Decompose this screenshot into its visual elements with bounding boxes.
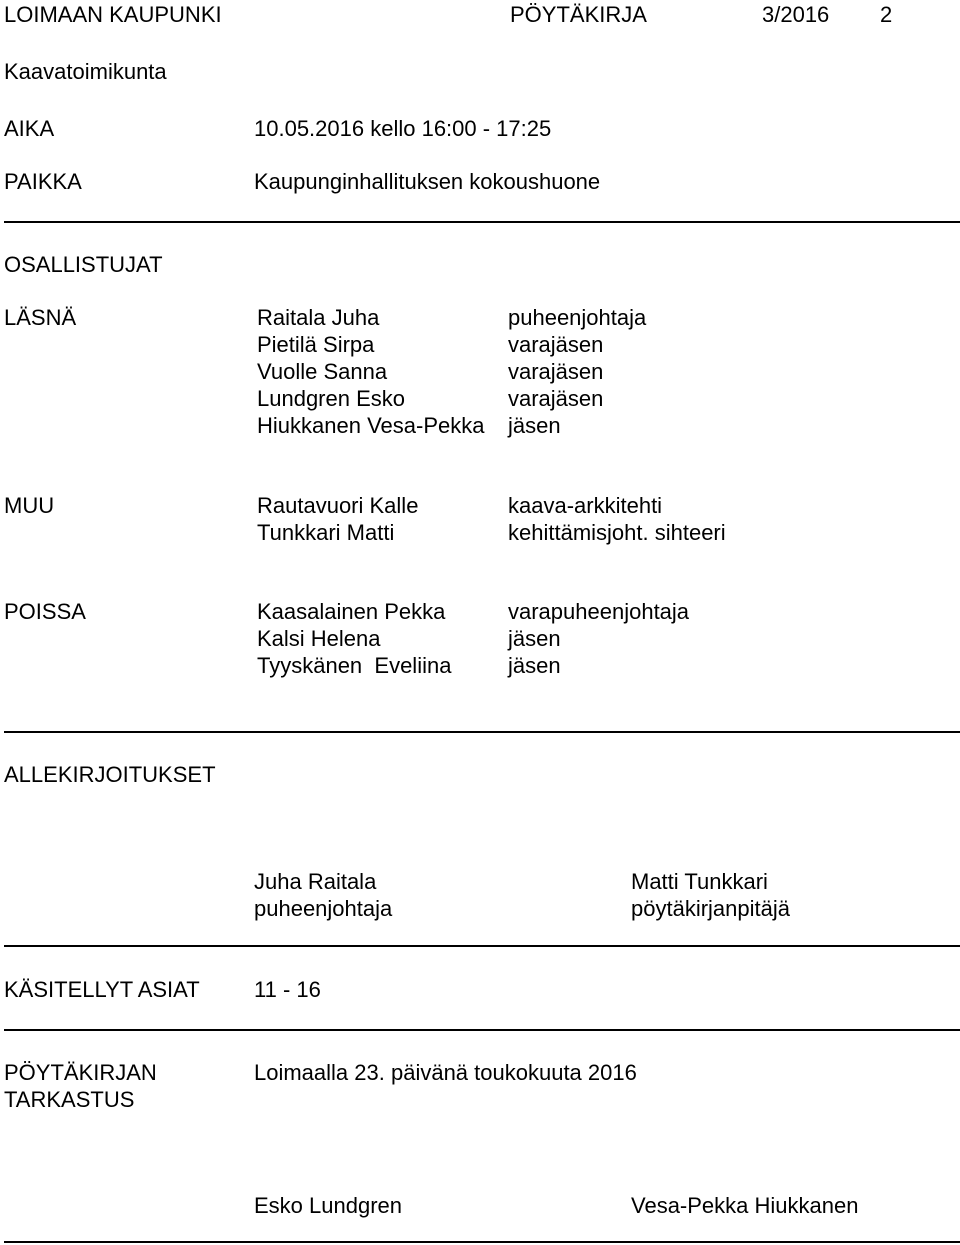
absent-name: Kaasalainen Pekka [257,599,446,624]
signer-name: Matti Tunkkari [631,869,768,894]
participant-role: puheenjohtaja [508,305,647,330]
participant-name: Pietilä Sirpa [257,332,375,357]
divider [4,221,960,223]
participant-role: jäsen [508,413,561,438]
review-label: TARKASTUS [4,1087,135,1112]
absent-label: POISSA [4,599,86,624]
divider [4,1029,960,1031]
place-label: PAIKKA [4,169,82,194]
other-name: Tunkkari Matti [257,520,395,545]
participant-name: Lundgren Esko [257,386,405,411]
page-number: 2 [880,2,893,27]
review-label: PÖYTÄKIRJAN [4,1060,157,1085]
place-value: Kaupunginhallituksen kokoushuone [254,169,601,194]
absent-name: Kalsi Helena [257,626,381,651]
time-label: AIKA [4,116,55,141]
present-label: LÄSNÄ [4,305,77,330]
document-type: PÖYTÄKIRJA [510,2,647,27]
signer-role: puheenjohtaja [254,896,393,921]
participant-name: Hiukkanen Vesa-Pekka [257,413,485,438]
absent-name: Tyyskänen Eveliina [257,653,452,678]
divider [4,731,960,733]
time-value: 10.05.2016 kello 16:00 - 17:25 [254,116,552,141]
signer-name: Juha Raitala [254,869,377,894]
reviewer-name: Vesa-Pekka Hiukkanen [631,1193,859,1218]
signatures-heading: ALLEKIRJOITUKSET [4,762,216,787]
committee-name: Kaavatoimikunta [4,59,167,84]
absent-role: jäsen [508,626,561,651]
items-value: 11 - 16 [254,977,321,1002]
participant-name: Vuolle Sanna [257,359,388,384]
divider [4,1241,960,1243]
review-date: Loimaalla 23. päivänä toukokuuta 2016 [254,1060,637,1085]
divider [4,945,960,947]
participant-name: Raitala Juha [257,305,380,330]
other-role: kaava-arkkitehti [508,493,663,518]
other-label: MUU [4,493,55,518]
signer-role: pöytäkirjanpitäjä [631,896,790,921]
other-name: Rautavuori Kalle [257,493,419,518]
participant-role: varajäsen [508,386,604,411]
participant-role: varajäsen [508,332,604,357]
absent-role: varapuheenjohtaja [508,599,690,624]
other-role: kehittämisjoht. sihteeri [508,520,726,545]
organization-name: LOIMAAN KAUPUNKI [4,2,222,27]
items-label: KÄSITELLYT ASIAT [4,977,200,1002]
participants-heading: OSALLISTUJAT [4,252,163,277]
document-number: 3/2016 [762,2,830,27]
participant-role: varajäsen [508,359,604,384]
reviewer-name: Esko Lundgren [254,1193,402,1218]
absent-role: jäsen [508,653,561,678]
